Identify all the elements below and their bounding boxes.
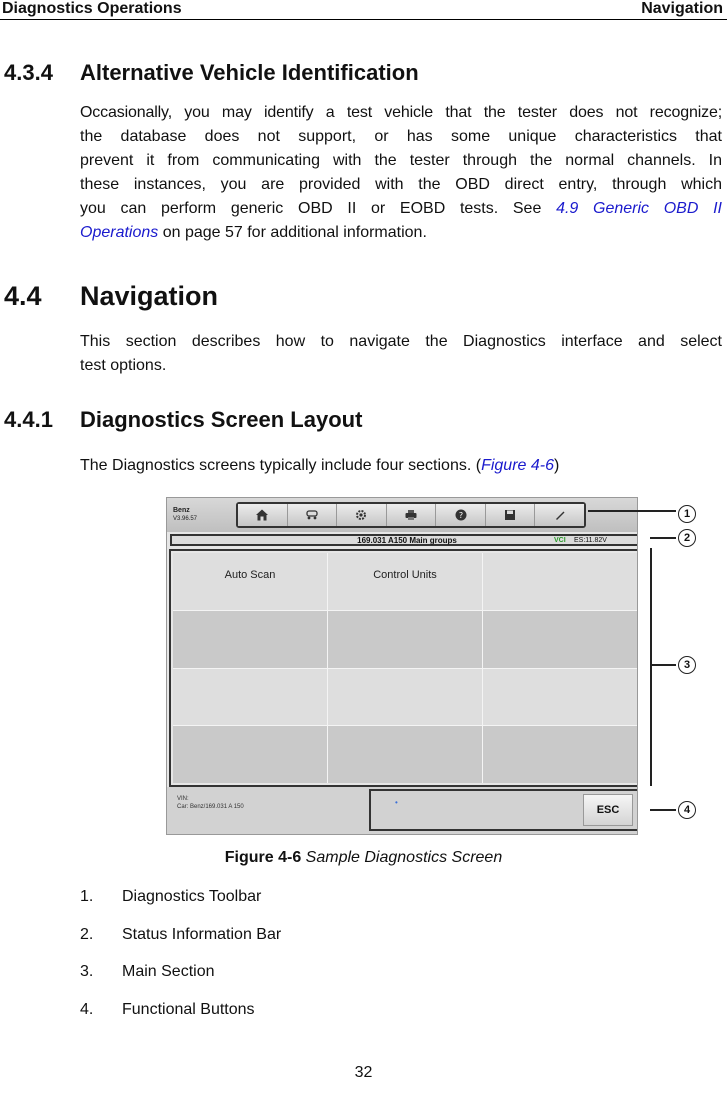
functional-buttons-section bbox=[369, 789, 638, 831]
page-number: 32 bbox=[354, 1064, 373, 1081]
list-number: 1. bbox=[80, 888, 94, 905]
heading-4-4-1 bbox=[4, 407, 704, 435]
para-line: Occasionally, you may identify a test vehicle that the tester does not recognize; bbox=[80, 104, 722, 121]
status-information-bar bbox=[170, 534, 638, 546]
para-line: test options. bbox=[80, 357, 167, 374]
heading-number: 4.4.1 bbox=[4, 407, 53, 432]
diagnostics-toolbar bbox=[236, 502, 586, 528]
page-header bbox=[0, 0, 727, 20]
help-icon[interactable] bbox=[436, 504, 486, 526]
figure-caption bbox=[0, 849, 727, 867]
link-operations[interactable]: Operations bbox=[80, 224, 159, 241]
para-line: prevent it from communicating with the tester through the normal channels. In bbox=[80, 152, 722, 169]
grid-cell-control-units[interactable]: Control Units bbox=[328, 553, 482, 610]
list-text: Main Section bbox=[122, 963, 215, 980]
print-icon[interactable] bbox=[387, 504, 437, 526]
list-number: 2. bbox=[80, 926, 94, 943]
heading-number: 4.3.4 bbox=[4, 60, 53, 85]
grid-cell bbox=[483, 611, 637, 668]
heading-title: Diagnostics Screen Layout bbox=[80, 407, 363, 432]
heading-title: Alternative Vehicle Identification bbox=[80, 60, 419, 85]
grid-cell bbox=[483, 669, 637, 726]
callout-leader-2 bbox=[650, 537, 676, 539]
grid-cell bbox=[173, 611, 327, 668]
heading-number: 4.4 bbox=[4, 281, 42, 311]
callout-bracket-3 bbox=[650, 548, 652, 786]
callout-leader-1 bbox=[588, 510, 676, 512]
para-text: ) bbox=[553, 457, 560, 474]
vehicle-swap-icon[interactable] bbox=[288, 504, 338, 526]
settings-gear-icon[interactable] bbox=[337, 504, 387, 526]
grid-cell bbox=[328, 726, 482, 783]
para-line: This section describes how to navigate the Diagnostics interface and select bbox=[80, 333, 722, 350]
figure-top-bar bbox=[167, 498, 637, 532]
battery-voltage: ES:11.82V bbox=[574, 537, 607, 544]
vci-label: VCI bbox=[554, 537, 566, 544]
para-text: on page 57 for additional information. bbox=[158, 224, 427, 241]
grid-cell bbox=[483, 726, 637, 783]
para-line bbox=[80, 221, 722, 245]
vehicle-brand bbox=[173, 507, 197, 523]
esc-button[interactable]: ESC bbox=[583, 794, 633, 826]
grid-cell bbox=[173, 669, 327, 726]
callout-number-1: 1 bbox=[678, 505, 696, 523]
figure-bottom-bar bbox=[167, 787, 637, 835]
callout-number-2: 2 bbox=[678, 529, 696, 547]
caption-text: Sample Diagnostics Screen bbox=[301, 849, 503, 866]
function-grid bbox=[173, 553, 637, 783]
link-generic-obd[interactable]: 4.9 Generic OBD II bbox=[556, 200, 722, 217]
link-figure-4-6[interactable]: Figure 4-6 bbox=[481, 457, 554, 474]
para-text: The Diagnostics screens typically include four sections. ( bbox=[80, 457, 482, 474]
heading-title: Navigation bbox=[80, 281, 219, 311]
heading-4-4 bbox=[4, 281, 704, 313]
list-number: 4. bbox=[80, 1001, 94, 1018]
grid-cell bbox=[173, 726, 327, 783]
callout-number-4: 4 bbox=[678, 801, 696, 819]
software-version: V3.96.57 bbox=[173, 516, 198, 522]
svg-text:?: ? bbox=[458, 511, 463, 520]
grid-cell bbox=[328, 611, 482, 668]
para-line bbox=[80, 197, 722, 221]
grid-cell bbox=[328, 669, 482, 726]
indicator-dot: • bbox=[395, 798, 398, 807]
paragraph-screen-layout bbox=[80, 454, 722, 478]
paragraph-navigation bbox=[80, 330, 722, 378]
main-section bbox=[169, 549, 638, 787]
list-text: Functional Buttons bbox=[122, 1001, 255, 1018]
status-title: 169.031 A150 Main groups bbox=[357, 536, 457, 545]
home-icon[interactable] bbox=[238, 504, 288, 526]
list-text: Status Information Bar bbox=[122, 926, 282, 943]
car-label: Car: Benz/169.031 A 150 bbox=[177, 804, 244, 810]
callout-leader-4 bbox=[650, 809, 676, 811]
paragraph-alt-vehicle-id bbox=[80, 101, 722, 245]
diagnostics-screen-figure bbox=[166, 497, 638, 835]
pen-icon[interactable] bbox=[535, 504, 584, 526]
header-chapter-title: Diagnostics Operations bbox=[2, 0, 182, 17]
vehicle-info bbox=[177, 795, 244, 811]
grid-cell-auto-scan[interactable]: Auto Scan bbox=[173, 553, 327, 610]
para-line: these instances, you are provided with the OBD direct entry, through which bbox=[80, 176, 722, 193]
vci-indicator bbox=[554, 536, 566, 545]
vin-label: VIN: bbox=[177, 796, 189, 802]
caption-label: Figure 4-6 bbox=[224, 849, 302, 866]
brand-name: Benz bbox=[173, 507, 190, 514]
para-line: the database does not support, or has some unique characteristics that bbox=[80, 128, 722, 145]
list-text: Diagnostics Toolbar bbox=[122, 888, 262, 905]
list-number: 3. bbox=[80, 963, 94, 980]
para-text: you can perform generic OBD II or EOBD tests. See bbox=[80, 200, 557, 217]
grid-cell bbox=[483, 553, 637, 610]
heading-4-3-4 bbox=[4, 60, 704, 88]
save-icon[interactable] bbox=[486, 504, 536, 526]
callout-number-3: 3 bbox=[678, 656, 696, 674]
callout-leader-3 bbox=[650, 664, 676, 666]
header-section-title: Navigation bbox=[641, 0, 723, 17]
